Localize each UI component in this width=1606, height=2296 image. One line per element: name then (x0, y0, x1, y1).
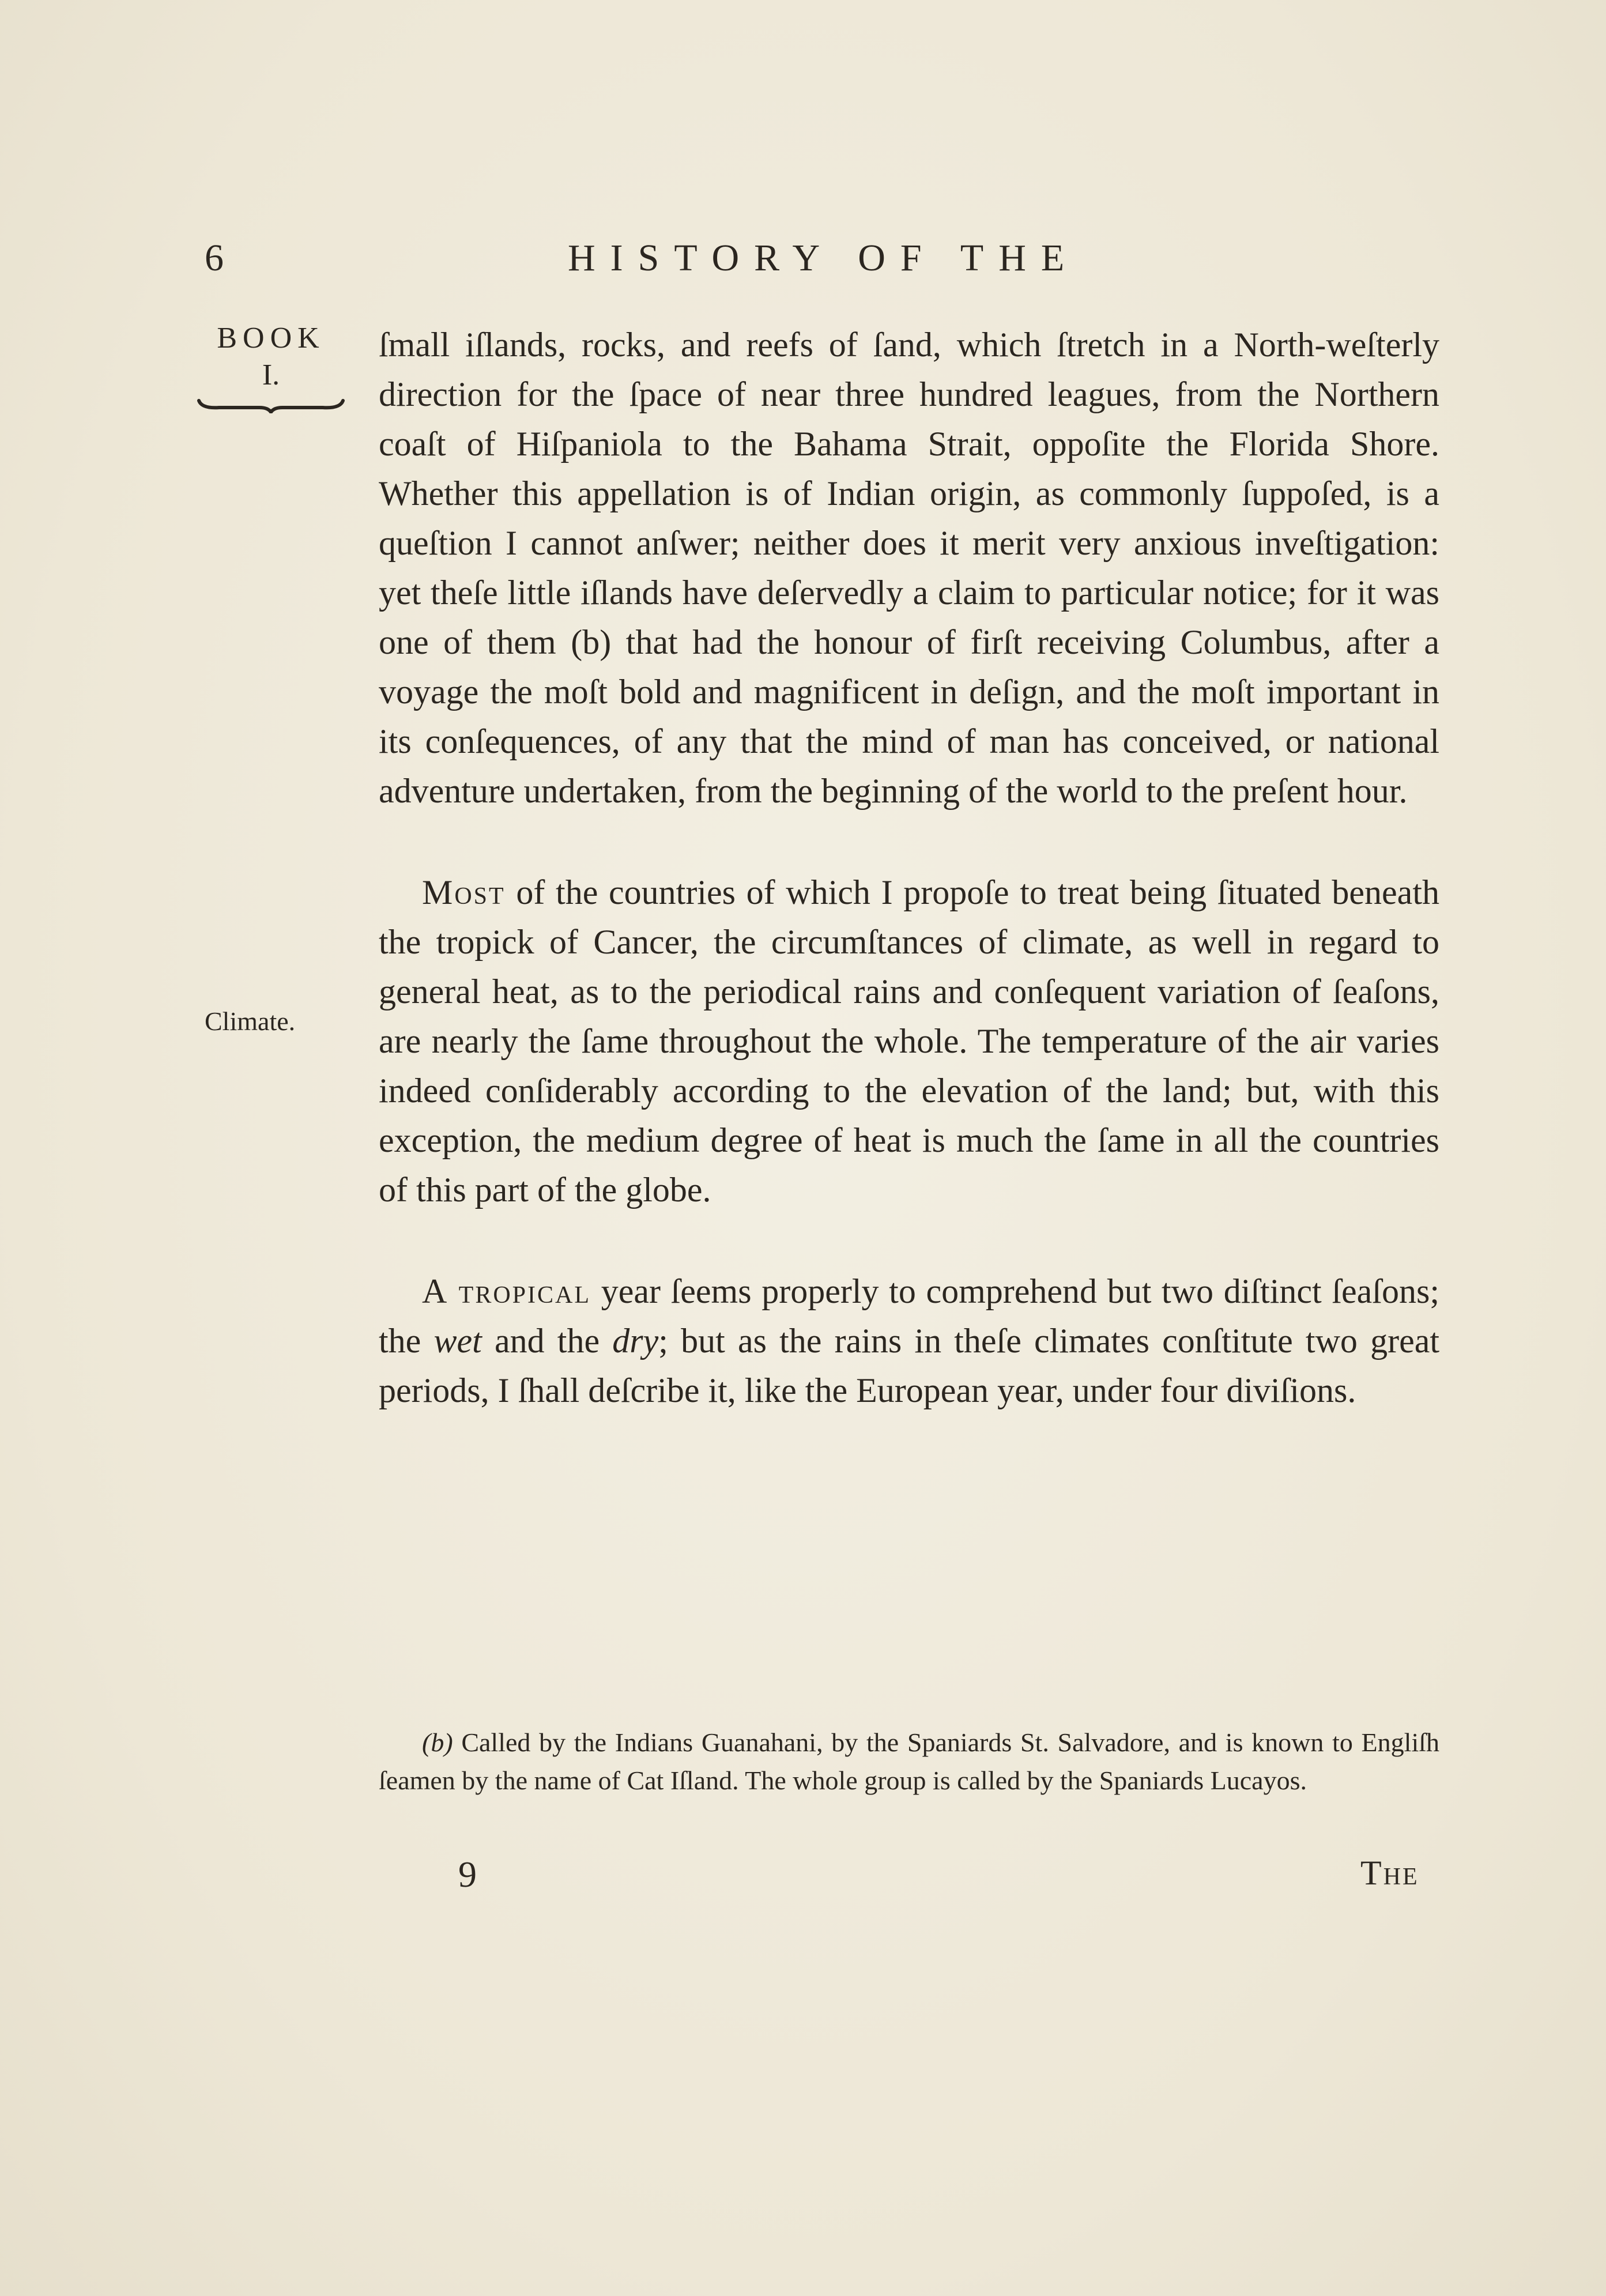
running-head (205, 236, 1450, 282)
paragraph-3-dry: dry (612, 1322, 659, 1360)
margin-note-climate: Climate. (205, 1006, 296, 1036)
paragraph-3-text-3: ; but as the rains in theſe climates conſtitute two great periods, I ſhall deſcribe it, like the European year, under four diviſions. (379, 1322, 1439, 1409)
book-number: I. (262, 359, 280, 391)
paragraph-3-text-1: year ſeems properly to comprehend but two diſtinct ſeaſons; the (379, 1272, 1439, 1360)
margin-book-label (190, 320, 352, 413)
footnote-text: Called by the Indians Guanahani, by the Spaniards St. Salvadore, and is known to Engliſh ſeamen by the name of Cat Iſland. The whole group is called by the Spaniards Lucayos. (379, 1728, 1439, 1795)
signature-mark: 9 (458, 1854, 477, 1895)
paragraph-1: ſmall iſlands, rocks, and reefs of ſand, which ſtretch in a North-weſterly direction for the ſpace of near three hundred leagues, from the Northern coaſt of Hiſpaniola to the Bahama Strait, oppoſite the Florida Shore. Whether this appellation is of Indian origin, as commonly ſuppoſed, is a queſtion I cannot anſwer; neither does it merit very anxious inveſtigation: yet theſe little iſlands have deſervedly a claim to particular notice; for it was one of them (b) that had the honour of firſt receiving Columbus, after a voyage the moſt bold and magnificent in deſign, and the moſt important in its conſequences, of any that the mind of man has conceived, or national adventure undertaken, from the beginning of the world to the preſent hour. (379, 326, 1439, 810)
paragraph-3-wet: wet (433, 1322, 482, 1360)
paragraph-3-lead: A tropical (422, 1272, 591, 1310)
paragraph-3-text-2: and the (481, 1322, 613, 1360)
footnote-marker: (b) (422, 1728, 453, 1757)
footnote (379, 1724, 1439, 1800)
paragraph-2-text: of the countries of which I propoſe to treat being ſituated beneath the tropick of Cancer, the circumſtances of climate, as well in regard to general heat, as to the periodical rains and conſequent variation of ſeaſons, are nearly the ſame throughout the whole. The temperature of the air varies indeed conſiderably according to the elevation of the land; but, with this exception, the medium degree of heat is much the ſame in all the countries of this part of the globe. (379, 873, 1439, 1209)
page-number: 6 (205, 237, 224, 279)
main-text (379, 320, 1439, 1415)
book-label: BOOK (217, 322, 325, 355)
paragraph-2-lead: Most (422, 873, 506, 911)
catchword: The (1360, 1854, 1419, 1892)
running-title: HISTORY OF THE (568, 237, 1080, 279)
paragraph-3 (379, 1266, 1439, 1415)
brace-ornament-icon (196, 396, 346, 413)
paragraph-2 (379, 868, 1439, 1215)
